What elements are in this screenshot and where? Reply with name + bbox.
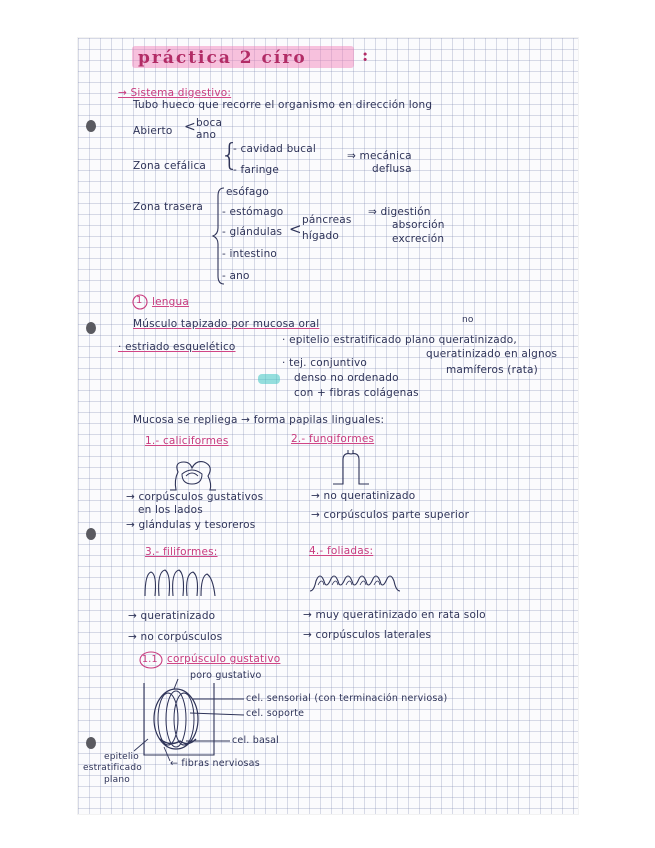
section-number: 1.1 [142,654,158,665]
brace: < [184,119,196,135]
text-line: → no corpúsculos [128,631,223,643]
text-line: esófago [226,186,269,198]
text-line: → queratinizado [128,610,216,622]
text-line: páncreas [302,214,352,226]
filiforme-sketch [143,568,217,598]
diagram-label: cel. basal [232,735,280,746]
text-line: · tej. conjuntivo [282,357,367,369]
text-line: - estómago [222,206,284,218]
text-line: → corpúsculos gustativos [126,491,264,503]
text-line: Zona cefálica [133,160,207,172]
section-heading: corpúsculo gustativo [167,653,281,665]
text-line: → no queratinizado [311,490,416,502]
papila-heading: 1.- caliciformes [145,435,229,447]
text-line: deflusa [372,163,412,175]
diagram-label: epitelio [104,752,139,762]
text-line: - intestino [222,248,278,260]
section-heading: → Sistema digestivo: [118,87,232,99]
fungiforme-sketch [333,450,369,486]
text-line: absorción [392,219,445,231]
text-line: Músculo tapizado por mucosa oral [133,318,320,330]
text-line: denso no ordenado [294,372,399,384]
papila-heading: 2.- fungiformes [291,433,375,445]
brace: < [289,220,302,238]
text-line: hígado [302,230,339,242]
text-line: - cavidad bucal [233,143,317,155]
foliada-sketch [310,567,400,595]
page-title: práctica 2 círo [138,48,307,68]
text-line: → corpúsculos parte superior [311,509,470,521]
teal-mark [258,374,280,384]
text-line: - glándulas [222,226,283,238]
binder-hole [86,322,96,334]
caliciforme-sketch [168,458,218,492]
diagram-label: cel. sensorial (con terminación nerviosa) [246,693,448,704]
text-line: ano [196,129,217,141]
text-line: · epitelio estratificado plano queratinizado, [282,334,517,346]
text-line: con + fibras colágenas [294,387,419,399]
text-line: · estriado esquelético [118,341,236,353]
text-line: mamíferos (rata) [446,364,538,376]
text-line: ⇒ digestión [368,206,431,218]
binder-hole [86,120,96,132]
title-colon: : [362,46,371,66]
text-line: en los lados [138,504,203,516]
text-line: Mucosa se repliega → forma papilas linguales: [133,414,385,426]
diagram-label: plano [104,775,130,785]
binder-hole [86,528,96,540]
brace: { [220,138,240,173]
papila-heading: 3.- filiformes: [145,546,218,558]
section-number: 1 [136,295,143,306]
diagram-label: cel. soporte [246,708,305,719]
binder-hole [86,737,96,749]
diagram-label: ← fibras nerviosas [170,758,260,769]
text-line: - ano [222,270,250,282]
text-line: excreción [392,233,445,245]
diagram-label: estratificado [83,763,142,773]
text-line: → corpúsculos laterales [303,629,432,641]
text-line: boca [196,117,223,129]
text-line: Abierto [133,125,173,137]
text-line: → muy queratinizado en rata solo [303,609,486,621]
text-line: no [462,315,474,325]
papila-heading: 4.- foliadas: [309,545,374,557]
text-line: - faringe [233,164,280,176]
text-line: ⇒ mecánica [347,150,412,162]
section-heading: lengua [152,296,189,308]
text-line: poro gustativo [190,670,262,681]
text-line: Tubo hueco que recorre el organismo en dirección long [133,99,433,111]
text-line: queratinizado en algnos [426,348,558,360]
text-line: → glándulas y tesoreros [126,519,256,531]
text-line: Zona trasera [133,201,203,213]
